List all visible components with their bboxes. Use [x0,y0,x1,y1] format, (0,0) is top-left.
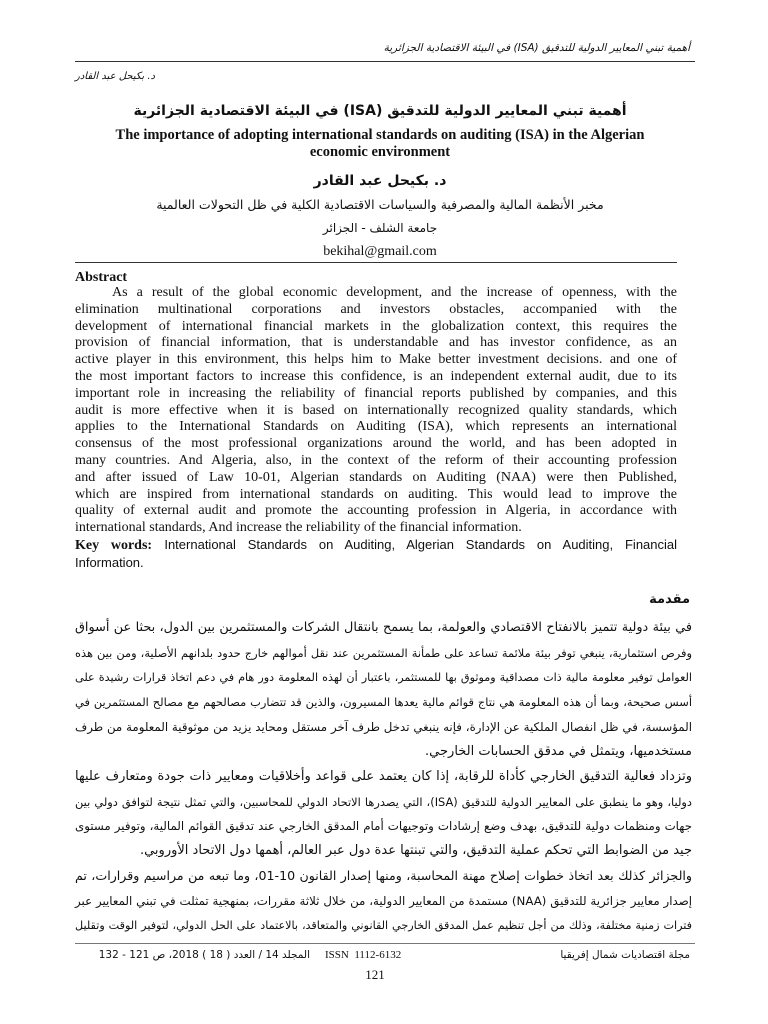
abstract-heading: Abstract [75,270,128,285]
author-university: جامعة الشلف - الجزائر [322,221,438,235]
keywords-text: International Standards on Auditing, Algerian Standards on Auditing, Financial [164,537,678,552]
abstract-line: applies to the International Standards on Auditing (ISA), which represents an international [75,419,677,435]
keywords-label: Key words: [75,538,153,553]
abstract-line: provision of financial information, that is understandable and has investor confidence, as an [75,335,677,351]
article-title-arabic: أهمية تبني المعايير الدولية للتدقيق (ISA) في البيئة الاقتصادية الجزائرية [133,103,627,119]
article-title-english [75,127,685,160]
keywords-line: Information. [75,554,144,570]
abstract-line: important role in increasing the reliability of financial reports published by companies, and this [75,385,677,401]
running-header-author: د. بكيحل عبد القادر [75,71,155,82]
introduction-paragraph [75,616,692,765]
article-title-english-line: economic environment [309,143,451,160]
author-affiliation: مخبر الأنظمة المالية والمصرفية والسياسات الاقتصادية الكلية في ظل التحولات العالمية [156,197,604,212]
keywords-block [75,537,677,572]
article-title-english-line: The importance of adopting international standards on auditing (ISA) in the Algerian [115,127,645,143]
footer-rule [75,943,695,944]
abstract-line: the most important factors to increase this confidence, is an independent external audit, due to its [75,368,677,384]
keywords-line [75,537,677,555]
introduction-line: العوامل توفير معلومة مالية ذات مصداقية وموثوق بها للمستثمر، باعتبار أن لهذه المعلومة دور هام في دعم اتخاذ قرارات رشيدة على [75,670,692,684]
introduction-line: دوليا، وهو ما ينطبق على المعايير الدولية للتدقيق (ISA)، التي يصدرها الاتحاد الدولي للمحاسبين، والتي تمثل نتيجة لتوافق دولي بين [75,794,692,809]
introduction-paragraph [75,765,692,864]
author-name: د. بكيحل عبد القادر [313,173,447,189]
abstract-line: many countries. And Algeria, also, in the context of the reform of their accounting profession [75,452,677,468]
introduction-body [75,616,692,938]
abstract-line: international standards, And increase the reliability of the financial information. [75,520,522,536]
abstract-line: development of international financial markets in the globalization context, this requires the [75,318,677,334]
abstract-line: audit is more effective when it is based on internationally recognized quality standards, which [75,402,677,418]
introduction-line: المؤسسة، في ظل انفصال الملكية عن الإدارة، فإنه ينبغي تدخل طرف آخر مستقل ومحايد يزيد من موثوقية المعلومة من طرف [75,720,692,735]
author-email: bekihal@gmail.com [323,244,437,259]
abstract-line: active player in this environment, this helps him to Make better investment decisions. and one of [75,352,677,368]
introduction-heading: مقدمة [649,592,690,607]
abstract-line: quality of external audit and promote the accounting profession in Algeria, in accordance with [75,503,677,519]
introduction-paragraph [75,864,692,938]
introduction-line: وتزداد فعالية التدقيق الخارجي كأداة للرقابة، إذا كان يعتمد على قواعد وأخلاقيات ومعايير ذات جودة ومتعارف عليها [75,768,692,784]
introduction-line: أسس صحيحة، وبما أن هذه المعلومة هي نتاج قوائم مالية يعدها المسيرون، والذين قد تتضارب مصالحهم مع مصالح المستثمرين في [75,695,692,710]
abstract-line: consensus of the most professional organizations around the world, and has been adopted in [75,436,677,452]
footer-volume-info: المجلد 14 / العدد ( 18 ) 2018، ص 121 - 132 [98,949,310,961]
running-header-title: أهمية تبني المعايير الدولية للتدقيق (ISA) في البيئة الاقتصادية الجزائرية [383,42,690,54]
footer-issn: ISSN 1112-6132 [325,949,402,961]
introduction-line: فترات زمنية مختلفة، وذلك من أجل تنظيم عمل المدقق الخارجي القانوني والمتعاقد، بالاعتماد على الحل الدولي، لتوفير الوقت وتقليل [75,918,692,932]
abstract-line: which are inspired from international standards on auditing. This would lead to improve the [75,486,677,502]
introduction-line: في بيئة دولية تتميز بالانفتاح الاقتصادي والعولمة، بما يسمح بانتقال الشركات والمستثمرين بين الدول، بحثا عن أسواق [75,620,692,635]
abstract-body [75,285,677,537]
introduction-line: مستخدميها، ويتمثل في مدقق الحسابات الخارجي. [425,743,692,759]
introduction-line: جهات ومنظمات دولية للتدقيق، بهدف وضع إرشادات وتوجيهات أمام المدقق الخارجي عند تدقيق القوائم المالية، وتوفير مستوى [75,819,692,834]
introduction-line: والجزائر كذلك بعد اتخاذ خطوات إصلاح مهنة المحاسبة، ومنها إصدار القانون 10-01، وما تبعه من مراسيم وقرارات، تم [75,867,692,883]
page-number: 121 [365,967,385,982]
abstract-line: and after issued of Law 10-01, Algerian standards on Auditing (NAA) were then Published, [75,469,677,485]
introduction-line: جيد من الضوابط التي تحكم عملية التدقيق، والتي تبنتها عدة دول عبر العالم، أهمها دول الاتحاد الأوروبي. [139,843,692,859]
introduction-line: وفرص استثمارية، ينبغي توفر بيئة ملائمة تساعد على طمأنة المستثمرين عند نقل أموالهم خارج حدود بلدانهم الأصلية، ومن بين هذه [75,645,692,660]
title-separator-rule [75,262,677,263]
introduction-line: إصدار معايير جزائرية للتدقيق (NAA) مستمدة من المعايير الدولية، من خلال ثلاثة مقررات، بمنهجية تمثلت في تبني المعايير عبر [75,893,692,908]
abstract-line: elimination multinational corporations and investors obstacles, accompanied with the [75,301,677,317]
header-rule [75,61,695,62]
footer-journal-name: مجلة اقتصاديات شمال إفريقيا [560,949,690,961]
abstract-line: As a result of the global economic development, and the increase of openness, with the [112,285,677,300]
